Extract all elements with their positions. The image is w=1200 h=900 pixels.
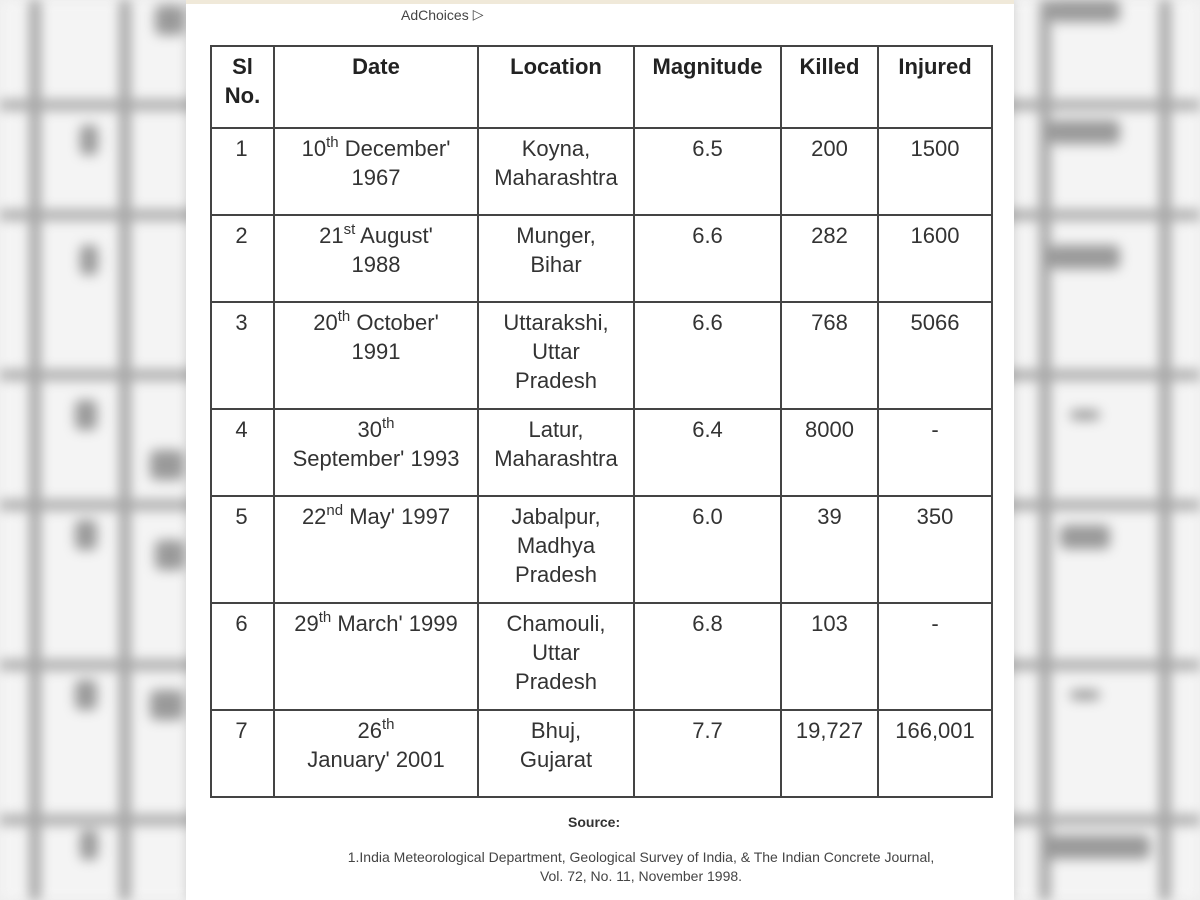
source-title: Source:: [568, 814, 621, 830]
cell-sl: 6: [211, 603, 274, 710]
cell-location: Latur, Maharashtra: [478, 409, 634, 496]
cell-injured: -: [878, 409, 992, 496]
cell-magnitude: 6.0: [634, 496, 781, 603]
cell-killed: 19,727: [781, 710, 878, 797]
cell-magnitude: 7.7: [634, 710, 781, 797]
top-strip: [186, 0, 1014, 4]
table-row: [211, 710, 992, 797]
cell-date: 20th October' 1991: [274, 302, 478, 409]
cell-location: Munger, Bihar: [478, 215, 634, 302]
cell-date: 10th December' 1967: [274, 128, 478, 215]
cell-injured: 5066: [878, 302, 992, 409]
adchoices-link[interactable]: [401, 6, 483, 23]
cell-location: Uttarakshi, Uttar Pradesh: [478, 302, 634, 409]
header-location: Location: [478, 46, 634, 128]
cell-date: 29th March' 1999: [274, 603, 478, 710]
table-row: [211, 409, 992, 496]
cell-sl: 2: [211, 215, 274, 302]
cell-killed: 39: [781, 496, 878, 603]
cell-date: 30th September' 1993: [274, 409, 478, 496]
table-row: [211, 215, 992, 302]
cell-killed: 282: [781, 215, 878, 302]
cell-date: 21st August' 1988: [274, 215, 478, 302]
cell-killed: 8000: [781, 409, 878, 496]
header-date: Date: [274, 46, 478, 128]
cell-injured: 350: [878, 496, 992, 603]
cell-location: Jabalpur, Madhya Pradesh: [478, 496, 634, 603]
header-killed: Killed: [781, 46, 878, 128]
cell-magnitude: 6.4: [634, 409, 781, 496]
source-citation: 1.India Meteorological Department, Geological Survey of India, & The Indian Concrete Journal, Vol. 72, No. 11, November 1998.: [347, 849, 935, 884]
cell-killed: 103: [781, 603, 878, 710]
cell-location: Bhuj, Gujarat: [478, 710, 634, 797]
header-injured: Injured: [878, 46, 992, 128]
earthquake-table: [210, 45, 993, 798]
cell-injured: -: [878, 603, 992, 710]
adchoices-icon[interactable]: ▷: [472, 6, 484, 22]
cell-sl: 5: [211, 496, 274, 603]
header-sl-no: Sl No.: [211, 46, 274, 128]
cell-injured: 166,001: [878, 710, 992, 797]
cell-sl: 7: [211, 710, 274, 797]
table-header-row: [211, 46, 992, 128]
cell-sl: 3: [211, 302, 274, 409]
table-row: [211, 302, 992, 409]
cell-magnitude: 6.8: [634, 603, 781, 710]
cell-sl: 4: [211, 409, 274, 496]
table-row: [211, 496, 992, 603]
cell-injured: 1500: [878, 128, 992, 215]
adchoices-label[interactable]: AdChoices: [401, 6, 469, 23]
cell-date: 26th January' 2001: [274, 710, 478, 797]
table-row: [211, 603, 992, 710]
cell-location: Koyna, Maharashtra: [478, 128, 634, 215]
cell-location: Chamouli, Uttar Pradesh: [478, 603, 634, 710]
cell-killed: 768: [781, 302, 878, 409]
header-magnitude: Magnitude: [634, 46, 781, 128]
document-page: [186, 0, 1014, 900]
cell-sl: 1: [211, 128, 274, 215]
cell-date: 22nd May' 1997: [274, 496, 478, 603]
cell-magnitude: 6.6: [634, 215, 781, 302]
cell-injured: 1600: [878, 215, 992, 302]
cell-magnitude: 6.6: [634, 302, 781, 409]
table-row: [211, 128, 992, 215]
cell-killed: 200: [781, 128, 878, 215]
cell-magnitude: 6.5: [634, 128, 781, 215]
